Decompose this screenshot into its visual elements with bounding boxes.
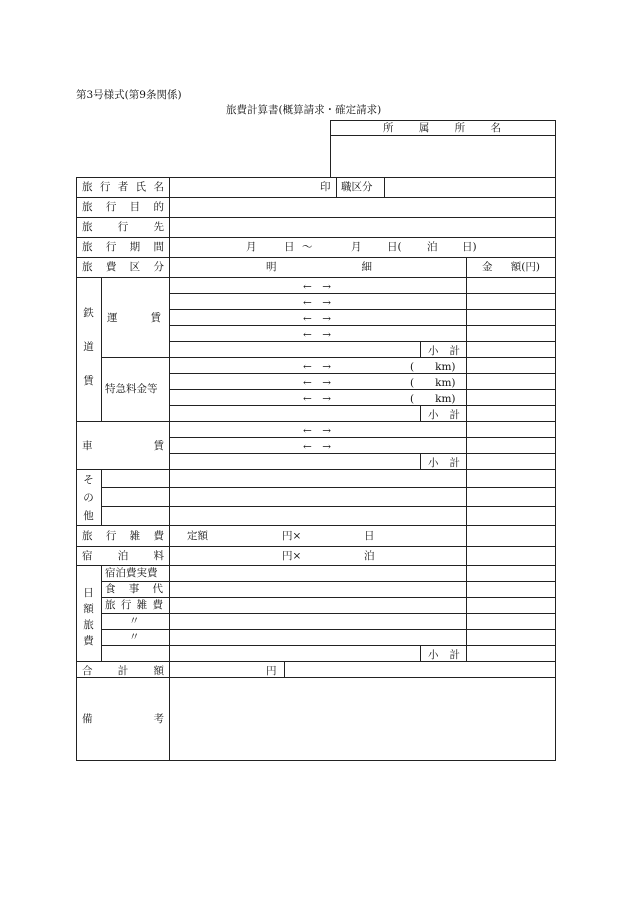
total-field[interactable]: [172, 663, 262, 676]
car-arrows-2: ← →: [303, 441, 332, 453]
misc-day: 日: [364, 530, 375, 542]
car-label: 車 賃: [82, 440, 164, 452]
railway-fare-subtotal: 小 計: [428, 345, 460, 357]
category-header: 旅 費 区 分: [82, 261, 164, 273]
remarks-field[interactable]: [172, 680, 552, 758]
period-day-open: 日(: [387, 241, 402, 253]
position-field[interactable]: [387, 179, 553, 195]
purpose-field[interactable]: [172, 199, 552, 215]
misc-yen-times: 円×: [282, 530, 302, 542]
period-month2: 月: [351, 241, 362, 253]
amount-header: 金 額(円): [482, 261, 540, 273]
detail-header: 明 細: [266, 261, 372, 273]
period-day: 日: [284, 241, 295, 253]
misc-fixed: 定額: [187, 530, 208, 542]
traveler-name-field[interactable]: [172, 179, 312, 195]
railway-label: 鉄 道 賃: [83, 307, 94, 387]
lodging-yen-times: 円×: [282, 550, 302, 562]
destination-label: 旅 行 先: [82, 221, 164, 233]
fare-label: 運 賃: [107, 312, 161, 324]
fare-arrows-1: ← →: [303, 281, 332, 293]
misc-label: 旅 行 雑 費: [82, 530, 164, 542]
position-label: 職区分: [341, 181, 373, 193]
express-arrows-2: ← →: [303, 377, 332, 389]
period-days: 日): [462, 241, 477, 253]
express-km-2: ( km): [410, 377, 456, 389]
remarks-label: 備 考: [82, 713, 164, 725]
car-subtotal: 小 計: [428, 457, 460, 469]
daily-item-misc: 旅 行 雑 費: [105, 599, 163, 611]
period-month: 月: [246, 241, 257, 253]
period-label: 旅 行 期 間: [82, 241, 164, 253]
express-km-3: ( km): [410, 393, 456, 405]
form-number: 第3号様式(第9条関係): [76, 89, 182, 101]
daily-subtotal: 小 計: [428, 649, 460, 661]
fare-arrows-3: ← →: [303, 313, 332, 325]
express-subtotal: 小 計: [428, 409, 460, 421]
seal-mark: 印: [320, 181, 331, 193]
express-arrows-1: ← →: [303, 361, 332, 373]
daily-item-lodging: 宿泊費実費: [105, 567, 158, 579]
destination-field[interactable]: [172, 219, 552, 235]
lodging-night: 泊: [364, 550, 375, 562]
period-nights: 泊: [427, 241, 438, 253]
fare-arrows-4: ← →: [303, 329, 332, 341]
total-yen: 円: [266, 665, 277, 677]
daily-item-ditto-1: 〃: [129, 615, 140, 627]
traveler-name-label: 旅 行 者 氏 名: [82, 181, 164, 193]
daily-label: 日 額 旅 費: [83, 587, 94, 647]
express-label: 特急料金等: [105, 383, 158, 395]
other-label: そ の 他: [83, 474, 94, 522]
express-arrows-3: ← →: [303, 393, 332, 405]
daily-item-ditto-2: 〃: [129, 631, 140, 643]
period-tilde: ～: [302, 241, 313, 253]
total-label: 合 計 額: [82, 665, 164, 677]
fare-arrows-2: ← →: [303, 297, 332, 309]
purpose-label: 旅 行 目 的: [82, 201, 164, 213]
form-title: 旅費計算書(概算請求・確定請求): [226, 104, 382, 116]
affiliation-header: 所 属 所 名: [383, 122, 501, 134]
daily-item-meals: 食 事 代: [105, 583, 163, 595]
express-km-1: ( km): [410, 361, 456, 373]
lodging-label: 宿 泊 料: [82, 550, 164, 562]
car-arrows-1: ← →: [303, 425, 332, 437]
